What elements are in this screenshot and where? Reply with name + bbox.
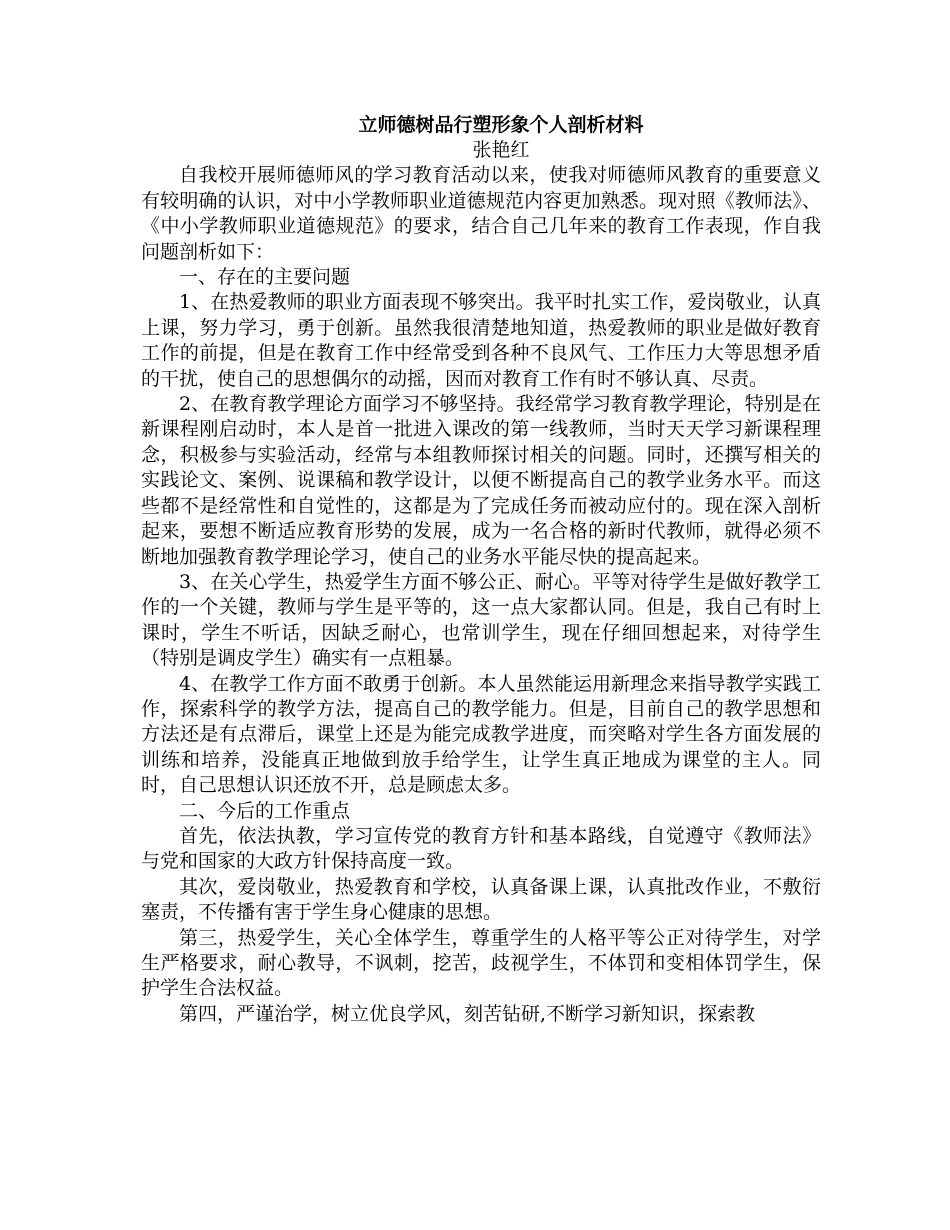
focus-item: 首先，依法执教，学习宣传党的教育方针和基本路线，自觉遵守《教师法》与党和国家的大政方针保持高度一致。	[141, 824, 821, 873]
problem-item: 4、在教学工作方面不敢勇于创新。本人虽然能运用新理念来指导教学实践工作，探索科学的教学方法，提高自己的教学能力。但是，目前自己的教学思想和方法还是有点滞后，课堂上还是为能完成教学进度，而突略对学生各方面发展的训练和培养，没能真正地做到放手给学生，让学生真正地成为课堂的主人。同时，自己思想认识还放不开，总是顾虑太多。	[141, 672, 821, 797]
focus-item: 第四，严谨治学，树立优良学风，刻苦钻研,不断学习新知识，探索教	[179, 1002, 756, 1025]
document-author: 张艳红	[472, 139, 530, 161]
focus-item: 其次，爱岗敬业，热爱教育和学校，认真备课上课，认真批改作业，不敷衍塞责，不传播有害于学生身心健康的思想。	[141, 875, 821, 924]
section-heading-problems: 一、存在的主要问题	[179, 266, 351, 289]
section-heading-focus: 二、今后的工作重点	[179, 799, 351, 822]
focus-item: 第三，热爱学生，关心全体学生，尊重学生的人格平等公正对待学生，对学生严格要求，耐心教导，不讽刺，挖苦，歧视学生，不体罚和变相体罚学生，保护学生合法权益。	[141, 926, 821, 1000]
problem-item: 1、在热爱教师的职业方面表现不够突出。我平时扎实工作，爱岗敬业，认真上课，努力学习，勇于创新。虽然我很清楚地知道，热爱教师的职业是做好教育工作的前提，但是在教育工作中经常受到各种不良风气、工作压力大等思想矛盾的干扰，使自己的思想偶尔的动摇，因而对教育工作有时不够认真、尽责。	[141, 291, 821, 390]
problem-item: 2、在教育教学理论方面学习不够坚持。我经常学习教育教学理论，特别是在新课程刚启动时，本人是首一批进入课改的第一线教师，当时天天学习新课程理念，积极参与实验活动，经常与本组教师探讨相关的问题。同时，还撰写相关的实践论文、案例、说课稿和教学设计，以便不断提高自己的教学业务水平。而这些都不是经常性和自觉性的，这都是为了完成任务而被动应付的。现在深入剖析起来，要想不断适应教育形势的发展，成为一名合格的新时代教师，就得必须不断地加强教育教学理论学习，使自己的业务水平能尽快的提高起来。	[141, 393, 821, 568]
document-title: 立师德树品行塑形象个人剖析材料	[358, 114, 644, 136]
document-body	[141, 112, 821, 1027]
problem-item: 3、在关心学生，热爱学生方面不够公正、耐心。平等对待学生是做好教学工作的一个关键，教师与学生是平等的，这一点大家都认同。但是，我自己有时上课时，学生不听话，因缺乏耐心，也常训学生，现在仔细回想起来，对待学生（特别是调皮学生）确实有一点粗暴。	[141, 570, 821, 670]
intro-paragraph: 自我校开展师德师风的学习教育活动以来，使我对师德师风教育的重要意义有较明确的认识，对中小学教师职业道德规范内容更加熟悉。现对照《教师法》、《中小学教师职业道德规范》的要求，结合自己几年来的教育工作表现，作自我问题剖析如下：	[141, 164, 821, 263]
